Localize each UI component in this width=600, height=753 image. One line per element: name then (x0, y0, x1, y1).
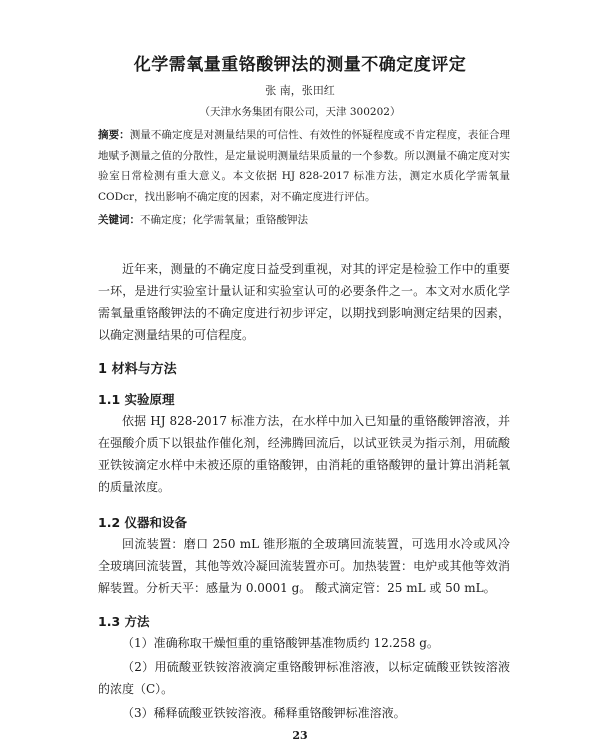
authors: 张 南，张田红 (265, 84, 335, 97)
method-step: （1）准确称取干燥恒重的重铬酸钾基准物质约 12.258 g。 (122, 636, 439, 650)
abstract-text: 测量不确定度是对测量结果的可信性、有效性的怀疑程度或不肯定程度，表征合理地赋予测量之值的分散性，是定量说明测量结果质量的一个参数。所以测量不确定度对实验室日常检测有重大意义。本文依据 HJ 828-2017 标准方法，测定水质化学需氧量 CODcr，找出影响不确定度的因素，对不确定度进行评估。 (98, 129, 511, 203)
section-heading-1-2: 1.2 仪器和设备 (98, 515, 187, 530)
keywords-text: 不确定度；化学需氧量；重铬酸钾法 (140, 214, 308, 226)
method-step: （2）用硫酸亚铁铵溶液滴定重铬酸钾标准溶液，以标定硫酸亚铁铵溶液的浓度（C）。 (98, 660, 510, 696)
intro-paragraph: 近年来，测量的不确定度日益受到重视，对其的评定是检验工作中的重要一环，是进行实验室计量认证和实验室认可的必要条件之一。本文对水质化学需氧量重铬酸钾法的不确定度进行初步评定，以期找到影响测定结果的因素，以确定测量结果的可信程度。 (98, 262, 510, 342)
keywords (98, 210, 510, 231)
abstract (98, 125, 510, 207)
affiliation: （天津水务集团有限公司，天津 300202） (199, 106, 401, 118)
paper-title: 化学需氧量重铬酸钾法的测量不确定度评定 (133, 55, 467, 75)
abstract-label: 摘要： (98, 129, 130, 141)
page-number: 23 (292, 729, 308, 742)
equipment-paragraph: 回流装置：磨口 250 mL 锥形瓶的全玻璃回流装置，可选用水冷或风冷全玻璃回流装置，其他等效冷凝回流装置亦可。加热装置：电炉或其他等效消解装置。分析天平：感量为 0.0001 g。 酸式滴定管：25 mL 或 50 mL。 (98, 537, 510, 595)
principle-paragraph: 依据 HJ 828-2017 标准方法，在水样中加入已知量的重铬酸钾溶液，并在强酸介质下以银盐作催化剂，经沸腾回流后，以试亚铁灵为指示剂，用硫酸亚铁铵滴定水样中未被还原的重铬酸钾，由消耗的重铬酸钾的量计算出消耗氧的质量浓度。 (98, 414, 510, 494)
section-heading-1: 1 材料与方法 (98, 362, 177, 377)
method-step: （3）稀释硫酸亚铁铵溶液。稀释重铬酸钾标准溶液。 (122, 706, 406, 720)
section-heading-1-1: 1.1 实验原理 (98, 392, 175, 407)
section-heading-1-3: 1.3 方法 (98, 614, 150, 629)
keywords-label: 关键词： (98, 214, 140, 226)
